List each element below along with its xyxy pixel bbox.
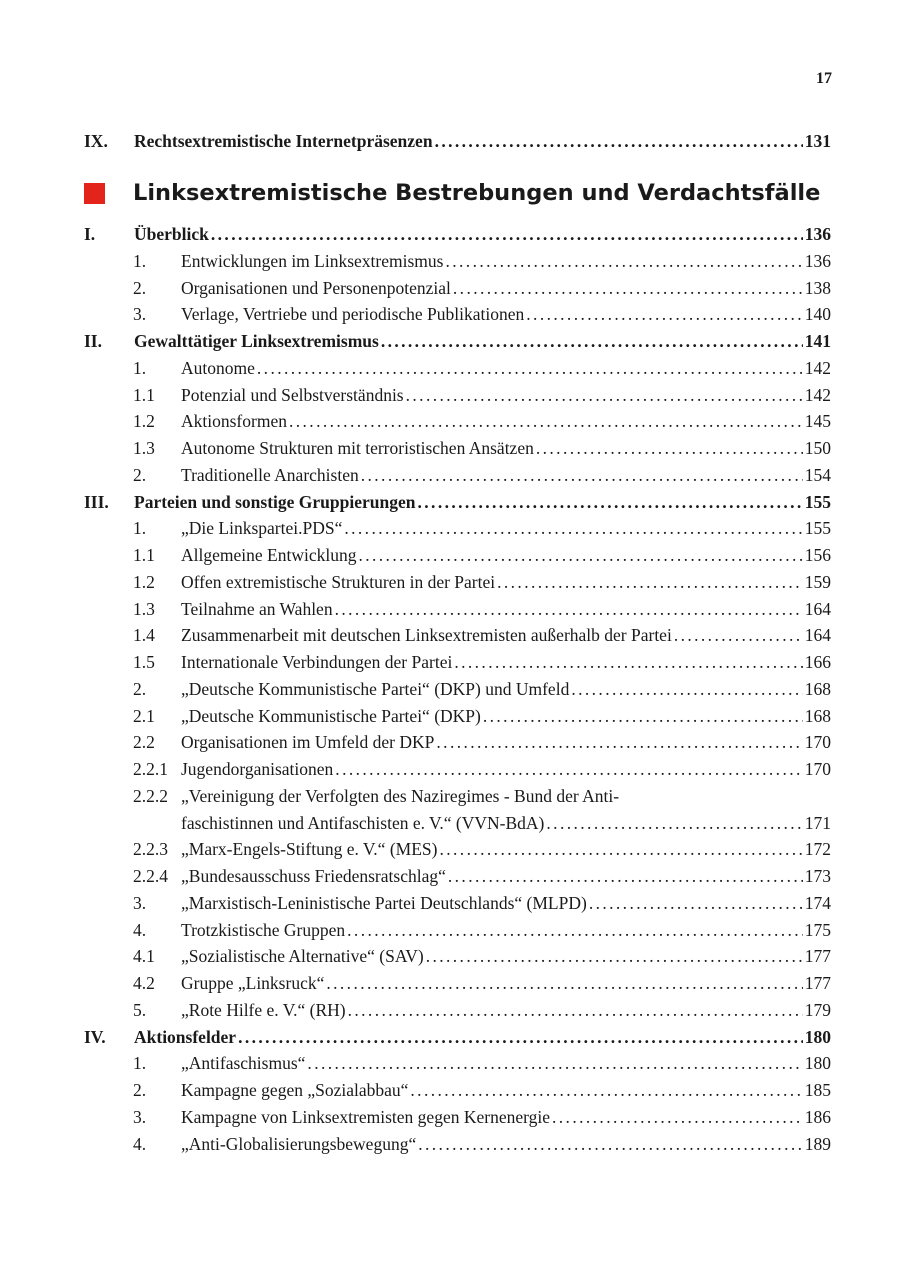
- toc-entry-page: 177: [804, 973, 831, 993]
- toc-entry-page: 185: [804, 1080, 831, 1100]
- toc-entry-title: Zusammenarbeit mit deutschen Linksextremisten außerhalb der Partei: [181, 625, 672, 646]
- toc-entry-title: „Marxistisch-Leninistische Partei Deutschlands“ (MLPD): [181, 892, 587, 913]
- toc-entry-page: 189: [804, 1133, 831, 1154]
- leader-dots: [289, 408, 803, 435]
- leader-dots: [436, 729, 802, 756]
- toc-entry: [84, 435, 831, 462]
- toc-entry: [84, 756, 831, 783]
- toc-entry-page: 177: [804, 946, 831, 967]
- toc-entry-page: 173: [804, 866, 831, 886]
- toc-entry-number: I.: [84, 224, 96, 244]
- toc-entry-title: Kampagne gegen „Sozialabbau“: [181, 1080, 409, 1100]
- leader-dots: [410, 1077, 802, 1104]
- toc-entry-page: 140: [804, 304, 831, 325]
- toc-entry-number: III.: [84, 491, 109, 512]
- leader-dots: [211, 221, 803, 248]
- leader-dots: [674, 622, 803, 649]
- toc-entry-page: 141: [804, 331, 831, 351]
- toc-entry-title: Rechtsextremistische Internetpräsenzen: [134, 131, 433, 151]
- toc-entry: [84, 328, 831, 355]
- toc-entry-number: 1.1: [133, 545, 155, 565]
- section-heading: [84, 176, 844, 210]
- toc-entry-title: „Die Linkspartei.PDS“: [181, 518, 343, 539]
- toc-entry: [84, 301, 831, 328]
- toc-entry-title: Offen extremistische Strukturen in der Partei: [181, 571, 496, 592]
- toc-entry: [84, 275, 831, 302]
- leader-dots: [552, 1104, 803, 1131]
- toc-entry: [84, 970, 831, 997]
- leader-dots: [497, 569, 803, 596]
- leader-dots: [418, 489, 803, 516]
- toc-entry: [84, 1077, 831, 1104]
- leader-dots: [445, 248, 802, 275]
- toc-entry: [84, 462, 831, 489]
- toc-entry-title: Überblick: [134, 224, 209, 244]
- toc-entry-page: 159: [804, 571, 831, 592]
- toc-entry-title: Traditionelle Anarchisten: [181, 464, 359, 485]
- leader-dots: [358, 542, 802, 569]
- toc-entry-number: 2.2.2: [133, 785, 168, 806]
- toc-entry: [84, 248, 831, 275]
- toc-entry-title: Organisationen und Personenpotenzial: [181, 277, 451, 298]
- toc-entry: [84, 1050, 831, 1077]
- toc-entry: [84, 128, 831, 155]
- toc-entry-title: faschistinnen und Antifaschisten e. V.“ (VVN-BdA): [181, 812, 545, 833]
- toc-entry-page: 136: [804, 224, 831, 244]
- leader-dots: [348, 997, 803, 1024]
- toc-entry-number: 4.: [133, 1133, 147, 1154]
- toc-entry-page: 131: [804, 131, 831, 151]
- toc-entry-title: Autonome: [181, 357, 255, 378]
- toc-entry-number: 2.: [133, 464, 147, 485]
- toc-entry-number: 1.3: [133, 598, 155, 619]
- toc-entry: [84, 703, 831, 730]
- toc-entry-number: 4.: [133, 919, 147, 940]
- toc-entry-number: 2.2: [133, 732, 155, 753]
- toc-entry-title: „Sozialistische Alternative“ (SAV): [181, 946, 424, 967]
- leader-dots: [381, 328, 803, 355]
- leader-dots: [589, 890, 803, 917]
- toc-entry: [84, 489, 831, 516]
- toc-entry-title: Aktionsfelder: [134, 1026, 237, 1047]
- toc-entry-title: Autonome Strukturen mit terroristischen Ansätzen: [181, 438, 534, 458]
- leader-dots: [344, 515, 802, 542]
- toc-entry-page: 170: [804, 759, 831, 779]
- leader-dots: [257, 355, 803, 382]
- toc-entry: [84, 382, 831, 409]
- toc-entry: [84, 810, 831, 837]
- toc-entry: [84, 622, 831, 649]
- toc-entry-title: „Rote Hilfe e. V.“ (RH): [181, 999, 346, 1020]
- leader-dots: [326, 970, 802, 997]
- toc-entry-number: 2.2.4: [133, 866, 168, 886]
- toc-entry-number: 1.1: [133, 384, 155, 405]
- toc-entry-title: Trotzkistische Gruppen: [181, 919, 346, 940]
- toc-entry-page: 155: [804, 518, 831, 539]
- toc-entry-number: 1.: [133, 250, 147, 271]
- toc-entry-title: Allgemeine Entwicklung: [181, 545, 357, 565]
- toc-entry-page: 142: [804, 384, 831, 405]
- toc-entry: [84, 943, 831, 970]
- toc-entry-title: „Deutsche Kommunistische Partei“ (DKP): [181, 705, 481, 726]
- toc-entry: [84, 515, 831, 542]
- toc-entry: [84, 783, 831, 810]
- toc-entry-page: 172: [804, 839, 831, 860]
- toc-entry-number: 2.: [133, 277, 147, 298]
- toc-entry-page: 174: [804, 892, 831, 913]
- toc-entry-page: 175: [804, 919, 831, 940]
- toc-entry-page: 142: [804, 357, 831, 378]
- toc-entry-page: 164: [804, 625, 831, 646]
- leader-dots: [335, 756, 802, 783]
- leader-dots: [453, 275, 803, 302]
- toc-entry-page: 166: [804, 652, 831, 672]
- toc-entry-number: II.: [84, 331, 102, 351]
- toc-entry-title: Verlage, Vertriebe und periodische Publikationen: [181, 304, 525, 325]
- toc-entry-number: 1.2: [133, 571, 155, 592]
- toc-entry-page: 180: [804, 1053, 831, 1074]
- leader-dots: [307, 1050, 802, 1077]
- toc-entry-number: IV.: [84, 1026, 106, 1047]
- leader-dots: [454, 649, 802, 676]
- toc-entry-title: Potenzial und Selbstverständnis: [181, 384, 404, 405]
- toc-entry-number: 1.: [133, 1053, 147, 1074]
- toc-entry-number: 1.2: [133, 411, 155, 432]
- toc-entry: [84, 1104, 831, 1131]
- toc-entry-page: 179: [804, 999, 831, 1020]
- toc-entry-title: Gewalttätiger Linksextremismus: [134, 331, 379, 351]
- toc-entry-page: 180: [804, 1026, 831, 1047]
- toc-entry-title: Aktionsformen: [181, 411, 287, 432]
- toc-entry-page: 156: [804, 545, 831, 565]
- toc-entry-number: 2.2.3: [133, 839, 168, 860]
- leader-dots: [571, 676, 802, 703]
- toc-entry-number: 3.: [133, 892, 147, 913]
- toc-entry-title: Gruppe „Linksruck“: [181, 973, 325, 993]
- toc-entry: [84, 569, 831, 596]
- toc-entry-number: 3.: [133, 304, 147, 325]
- toc-entry-page: 136: [804, 250, 831, 271]
- toc-entry-title: Organisationen im Umfeld der DKP: [181, 732, 435, 753]
- toc-entry: [84, 596, 831, 623]
- toc-entry-page: 186: [804, 1106, 831, 1127]
- toc-entry-number: 4.2: [133, 973, 155, 993]
- toc-entry-number: 2.2.1: [133, 759, 168, 779]
- toc-entry: [84, 221, 831, 248]
- toc-entry-page: 155: [804, 491, 831, 512]
- toc-entry-title: „Anti-Globalisierungsbewegung“: [181, 1133, 417, 1154]
- toc-entry: [84, 542, 831, 569]
- leader-dots: [439, 836, 802, 863]
- toc-entry-number: 5.: [133, 999, 147, 1020]
- toc-entry: [84, 408, 831, 435]
- toc-entry: [84, 1131, 831, 1158]
- leader-dots: [361, 462, 803, 489]
- page-number: 17: [816, 70, 832, 87]
- section-title: Linksextremistische Bestrebungen und Verdachtsfälle: [133, 180, 821, 206]
- toc-entry-page: 150: [804, 438, 831, 458]
- toc-entry-number: 1.: [133, 357, 147, 378]
- toc-entry-title: Internationale Verbindungen der Partei: [181, 652, 453, 672]
- toc-entry-number: 1.3: [133, 438, 155, 458]
- toc-entry-page: 154: [804, 464, 831, 485]
- toc-entry-page: 168: [804, 678, 831, 699]
- toc-entry-number: 1.: [133, 518, 147, 539]
- toc-entry: [84, 676, 831, 703]
- toc-entry-number: 4.1: [133, 946, 155, 967]
- toc-entry-title: „Bundesausschuss Friedensratschlag“: [181, 866, 446, 886]
- leader-dots: [448, 863, 803, 890]
- toc-entry: [84, 890, 831, 917]
- leader-dots: [238, 1024, 803, 1051]
- toc-entry-page: 164: [804, 598, 831, 619]
- toc-entry-title: Kampagne von Linksextremisten gegen Kernenergie: [181, 1106, 550, 1127]
- toc-entry: [84, 729, 831, 756]
- leader-dots: [335, 596, 803, 623]
- leader-dots: [418, 1131, 803, 1158]
- leader-dots: [483, 703, 803, 730]
- section-marker-icon: [84, 183, 105, 204]
- toc-entry-title: „Antifaschismus“: [181, 1053, 306, 1074]
- leader-dots: [435, 128, 803, 155]
- toc-entry-number: 2.: [133, 678, 147, 699]
- toc-entry-page: 138: [804, 277, 831, 298]
- toc-entry-title: Teilnahme an Wahlen: [181, 598, 333, 619]
- leader-dots: [526, 301, 802, 328]
- leader-dots: [426, 943, 803, 970]
- toc-entry: [84, 836, 831, 863]
- toc-entry-title: „Vereinigung der Verfolgten des Naziregimes - Bund der Anti-: [181, 785, 620, 806]
- toc-entry-number: 3.: [133, 1106, 147, 1127]
- toc-entry: [84, 1024, 831, 1051]
- leader-dots: [347, 917, 803, 944]
- toc-entry-number: 2.1: [133, 705, 155, 726]
- toc-entry-title: „Marx-Engels-Stiftung e. V.“ (MES): [181, 839, 438, 860]
- toc-entry: [84, 863, 831, 890]
- toc-entry-title: „Deutsche Kommunistische Partei“ (DKP) und Umfeld: [181, 678, 570, 699]
- toc-entry-number: 1.4: [133, 625, 155, 646]
- toc-entry-number: 1.5: [133, 652, 155, 672]
- leader-dots: [536, 435, 803, 462]
- toc-entry-number: IX.: [84, 131, 108, 151]
- toc-entry: [84, 649, 831, 676]
- toc-entry-page: 168: [804, 705, 831, 726]
- leader-dots: [406, 382, 803, 409]
- toc-entry-number: 2.: [133, 1080, 147, 1100]
- toc-entry: [84, 355, 831, 382]
- toc-entry-page: 145: [804, 411, 831, 432]
- toc-entry-page: 170: [804, 732, 831, 753]
- toc-entry: [84, 917, 831, 944]
- toc-entry-page: 171: [804, 812, 831, 833]
- toc-entry-title: Parteien und sonstige Gruppierungen: [134, 491, 416, 512]
- toc-entry-title: Entwicklungen im Linksextremismus: [181, 250, 444, 271]
- toc-entry: [84, 997, 831, 1024]
- leader-dots: [546, 810, 802, 837]
- toc-entry-title: Jugendorganisationen: [181, 759, 334, 779]
